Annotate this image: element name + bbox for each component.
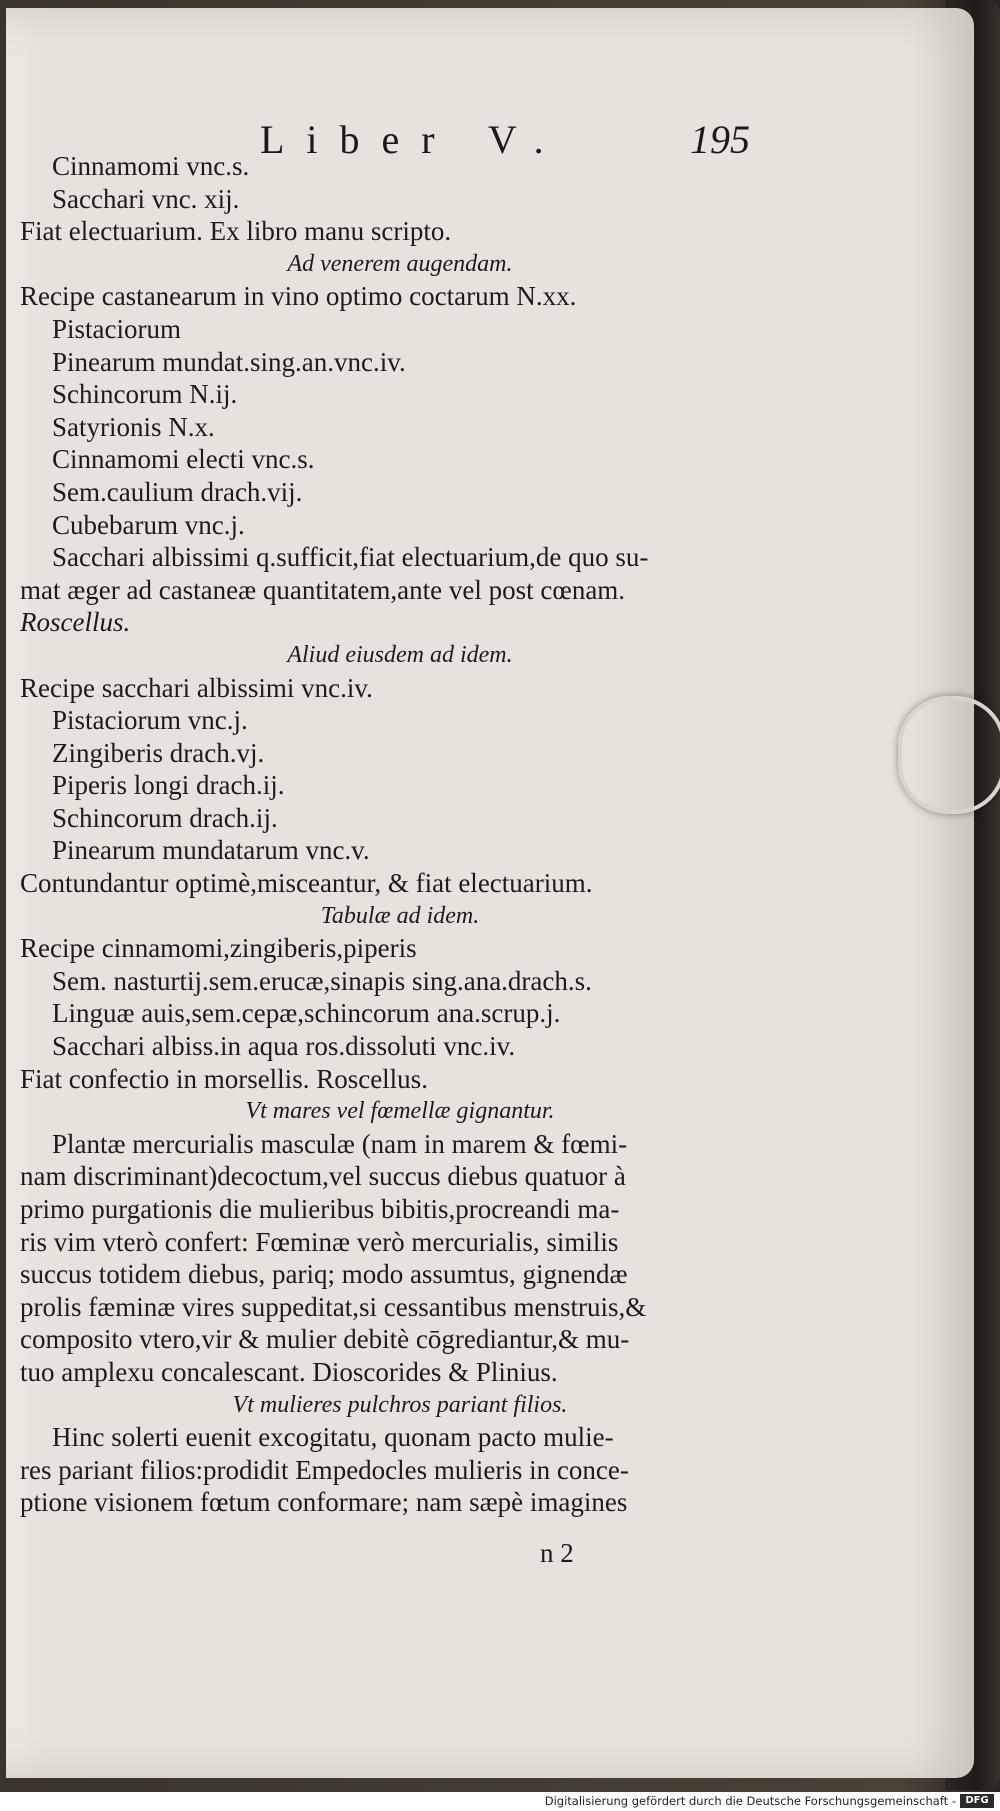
text-line: Zingiberis drach.vj. (52, 737, 265, 768)
dfg-logo: DFG (960, 1794, 994, 1808)
text-line: Contundantur optimè,misceantur, & fiat electuarium. (20, 868, 593, 899)
text-line: Cinnamomi vnc.s. (52, 151, 250, 181)
text-line: Recipe cinnamomi,zingiberis,piperis (20, 933, 417, 964)
text-line: Aliud eiusdem ad idem. (287, 641, 513, 668)
text-line: Sem.caulium drach.vij. (52, 476, 303, 507)
text-line: primo purgationis die mulieribus bibitis,procreandi ma- (20, 1194, 620, 1224)
text-line: Cubebarum vnc.j. (52, 509, 245, 540)
running-title: Liber V. (260, 117, 566, 162)
text-line: ptione visionem fœtum conformare; nam sæpè imagines (20, 1487, 628, 1518)
text-line: Sacchari albissimi q.sufficit,fiat electuarium,de quo su- (52, 542, 649, 573)
text-line: Vt mares vel fœmellæ gignantur. (245, 1098, 555, 1125)
text-line: Recipe sacchari albissimi vnc.iv. (20, 672, 373, 703)
text-line: Pinearum mundatarum vnc.v. (52, 835, 370, 866)
text-line: Recipe castanearum in vino optimo coctarum N.xx. (20, 281, 577, 312)
text-line: Fiat confectio in morsellis. Roscellus. (20, 1063, 428, 1094)
text-line: Schincorum N.ij. (52, 379, 238, 410)
text-line: ris vim vterò confert: Fœminæ verò mercurialis, similis (20, 1226, 619, 1257)
text-line: Pinearum mundat.sing.an.vnc.iv. (52, 346, 406, 377)
page-clip (898, 696, 1000, 814)
footer-credit: Digitalisierung gefördert durch die Deutsche Forschungsgemeinschaft - (544, 1794, 956, 1808)
text-line: Vt mulieres pulchros pariant filios. (232, 1391, 568, 1418)
text-line: Satyrionis N.x. (52, 411, 215, 442)
text-line: Cinnamomi electi vnc.s. (52, 444, 315, 475)
text-line: Tabulæ ad idem. (320, 902, 480, 929)
text-line: Roscellus. (20, 607, 131, 638)
text-line: nam discriminant)decoctum,vel succus diebus quatuor à (20, 1161, 626, 1192)
text-line: res pariant filios:prodidit Empedocles mulieris in conce- (20, 1454, 629, 1485)
text-line: Pistaciorum (52, 313, 181, 344)
text-line: Plantæ mercurialis masculæ (nam in marem & fœmi- (52, 1128, 628, 1159)
text-line: Piperis longi drach.ij. (52, 770, 285, 801)
text-line: Sacchari albiss.in aqua ros.dissoluti vnc.iv. (52, 1031, 516, 1062)
text-line: Linguæ auis,sem.cepæ,schincorum ana.scrup.j. (52, 998, 561, 1029)
signature-mark: n 2 (540, 1538, 574, 1568)
text-line: mat æger ad castaneæ quantitatem,ante vel post cœnam. (20, 574, 626, 605)
text-line: Sacchari vnc. xij. (52, 183, 240, 214)
text-line: Sem. nasturtij.sem.erucæ,sinapis sing.ana.drach.s. (52, 965, 592, 996)
text-line: Hinc solerti euenit excogitatu, quonam pacto mulie- (52, 1422, 614, 1453)
page-number: 195 (690, 117, 750, 162)
text-line: Pistaciorum vnc.j. (52, 705, 248, 736)
text-line: tuo amplexu concalescant. Dioscorides & Plinius. (20, 1356, 558, 1387)
text-line: Ad venerem augendam. (287, 250, 513, 277)
text-line: prolis fæminæ vires suppeditat,si cessantibus menstruis,& (20, 1291, 647, 1322)
text-line: succus totidem diebus, pariq; modo assumtus, gignendæ (20, 1259, 628, 1290)
footer-bar (0, 1792, 1000, 1811)
text-line: Fiat electuarium. Ex libro manu scripto. (20, 216, 452, 247)
page-text (20, 150, 780, 1519)
text-line: composito vtero,vir & mulier debitè cōgrediantur,& mu- (20, 1324, 630, 1355)
text-line: Schincorum drach.ij. (52, 802, 278, 833)
